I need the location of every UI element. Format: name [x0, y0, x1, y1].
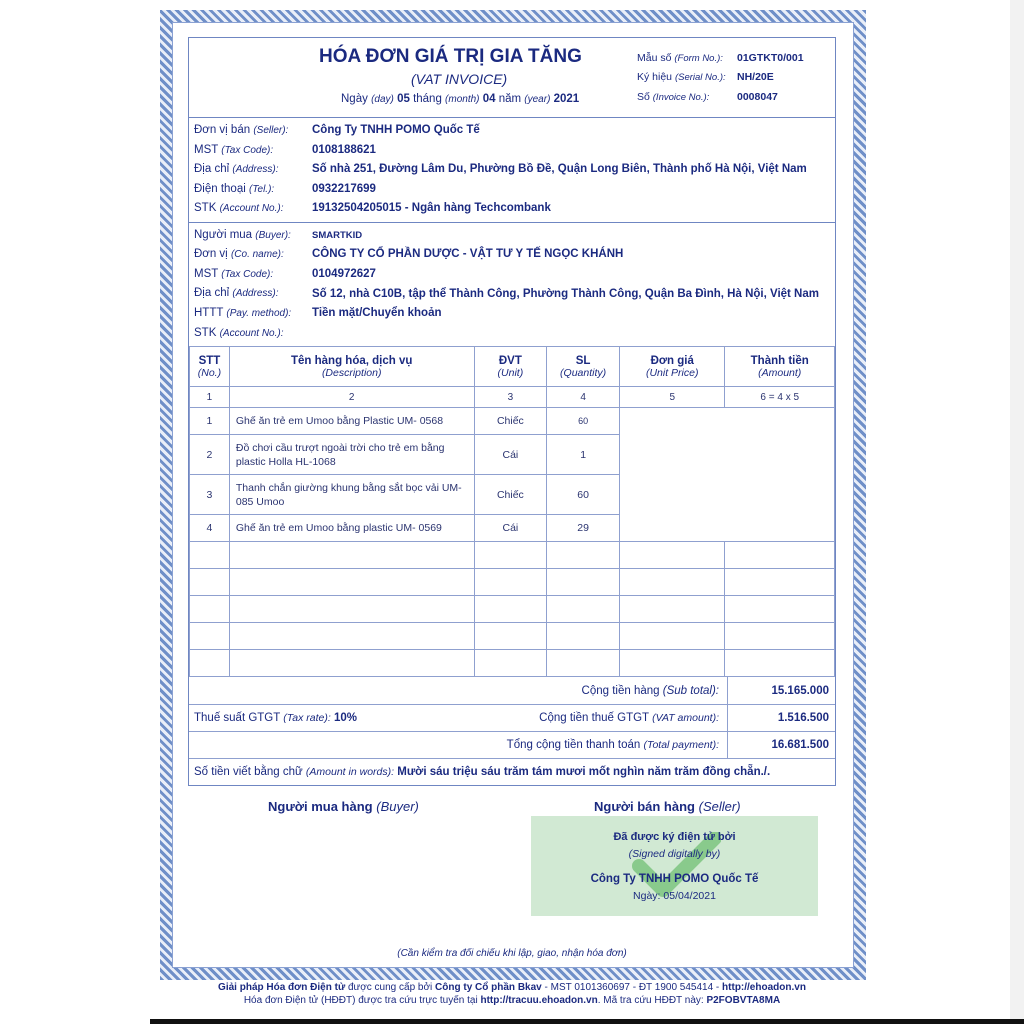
column-number-row: 1 2 3 4 5 6 = 4 x 5 [190, 387, 835, 408]
page-edge [1010, 0, 1024, 1024]
buyer-signature-title: Người mua hàng (Buyer) [268, 799, 419, 814]
signature-section [188, 797, 836, 927]
seller-section [189, 118, 835, 223]
col-header: Thành tiền (Amount) [725, 347, 835, 387]
table-empty-row [190, 650, 835, 677]
table-row: 1 Ghế ăn trẻ em Umoo bằng Plastic UM- 0568 Chiếc 60 [190, 408, 835, 435]
buyer-address-row: Địa chỉ (Address): Số 12, nhà C10B, tập thể Thành Công, Phường Thành Công, Quận Ba Đình, Hà Nội, Việt Nam [194, 287, 819, 300]
amount-in-words: Số tiền viết bằng chữ (Amount in words): Mười sáu triệu sáu trăm tám mươi mốt nghìn năm trăm đồng chẵn./. [189, 758, 835, 785]
bottom-bar [150, 1019, 1024, 1024]
total-row: Tổng cộng tiền thanh toán (Total payment): 16.681.500 [189, 731, 835, 758]
buyer-company-row: Đơn vị (Co. name): CÔNG TY CỔ PHẦN DƯỢC - VẬT TƯ Y TẾ NGỌC KHÁNH [194, 248, 624, 260]
total-value: 16.681.500 [727, 732, 835, 758]
tracuu-link[interactable]: http://tracuu.ehoadon.vn [480, 995, 598, 1006]
buyer-section [189, 223, 835, 347]
buyer-pay-row: HTTT (Pay. method): Tiền mặt/Chuyển khoản [194, 307, 442, 319]
serial-number: Ký hiệu (Serial No.): NH/20E [637, 71, 774, 83]
buyer-account-row: STK (Account No.): [194, 326, 284, 339]
invoice-date: Ngày (day) 05 tháng (month) 04 năm (year) 2021 [341, 93, 580, 105]
buyer-name-row: Người mua (Buyer): SMARTKID [194, 228, 363, 241]
table-row: 3 Thanh chắn giường khung bằng sắt bọc vải UM-085 Umoo Chiếc 60 [190, 475, 835, 515]
invoice-number: Số (Invoice No.): 0008047 [637, 91, 778, 103]
buyer-tax-row: MST (Tax Code): 0104972627 [194, 267, 376, 280]
seller-tel-row: Điện thoại (Tel.): 0932217699 [194, 182, 376, 195]
invoice-subtitle: (VAT INVOICE) [411, 71, 508, 87]
seller-address-row: Địa chỉ (Address): Số nhà 251, Đường Lâm Du, Phường Bồ Đề, Quận Long Biên, Thành phố Hà Nội, Việt Nam [194, 163, 807, 175]
vat-value: 1.516.500 [727, 705, 835, 731]
invoice-sheet [188, 37, 836, 786]
table-empty-row [190, 542, 835, 569]
ehoadon-link[interactable]: http://ehoadon.vn [722, 982, 806, 993]
seller-account-row: STK (Account No.): 19132504205015 - Ngân hàng Techcombank [194, 202, 551, 214]
table-empty-row [190, 569, 835, 596]
col-header: STT (No.) [190, 347, 230, 387]
digital-signature-box: Đã được ký điện tử bởi (Signed digitally by) Công Ty TNHH POMO Quốc Tế Ngày: 05/04/2021 [531, 816, 818, 916]
seller-name-row: Đơn vị bán (Seller): Công Ty TNHH POMO Quốc Tế [194, 124, 480, 136]
col-header: ĐVT (Unit) [474, 347, 547, 387]
table-empty-row [190, 596, 835, 623]
col-header: Đơn giá (Unit Price) [620, 347, 725, 387]
col-header: Tên hàng hóa, dịch vụ (Description) [229, 347, 474, 387]
invoice-title: HÓA ĐƠN GIÁ TRỊ GIA TĂNG [319, 46, 582, 67]
subtotal-value: 15.165.000 [727, 677, 835, 704]
table-header-row [190, 347, 835, 387]
vat-row: Thuế suất GTGT (Tax rate): 10% Cộng tiền thuế GTGT (VAT amount): 1.516.500 [189, 704, 835, 731]
form-number: Mẫu số (Form No.): 01GTKT0/001 [637, 52, 804, 64]
seller-tax-row: MST (Tax Code): 0108188621 [194, 143, 376, 156]
col-header: SL (Quantity) [547, 347, 620, 387]
check-note: (Cần kiểm tra đối chiếu khi lập, giao, nhận hóa đơn) [397, 948, 627, 959]
seller-signature-title: Người bán hàng (Seller) [594, 799, 741, 814]
table-row: 2 Đồ chơi cầu trượt ngoài trời cho trẻ em bằng plastic Holla HL-1068 Cái 1 [190, 435, 835, 475]
provider-footer: Giải pháp Hóa đơn Điện tử được cung cấp bởi Công ty Cổ phần Bkav - MST 0101360697 - ĐT 1900 545414 - http://ehoadon.vn [218, 982, 806, 993]
lookup-footer: Hóa đơn Điện tử (HĐĐT) được tra cứu trực tuyến tại http://tracuu.ehoadon.vn. Mã tra cứu HĐĐT này: P2FOBVTA8MA [243, 995, 781, 1006]
table-empty-row [190, 623, 835, 650]
table-row: 4 Ghế ăn trẻ em Umoo bằng plastic UM- 0569 Cái 29 [190, 515, 835, 542]
items-table [189, 346, 835, 677]
subtotal-row: Cộng tiền hàng (Sub total): 15.165.000 [189, 677, 835, 704]
invoice-header [189, 38, 835, 118]
